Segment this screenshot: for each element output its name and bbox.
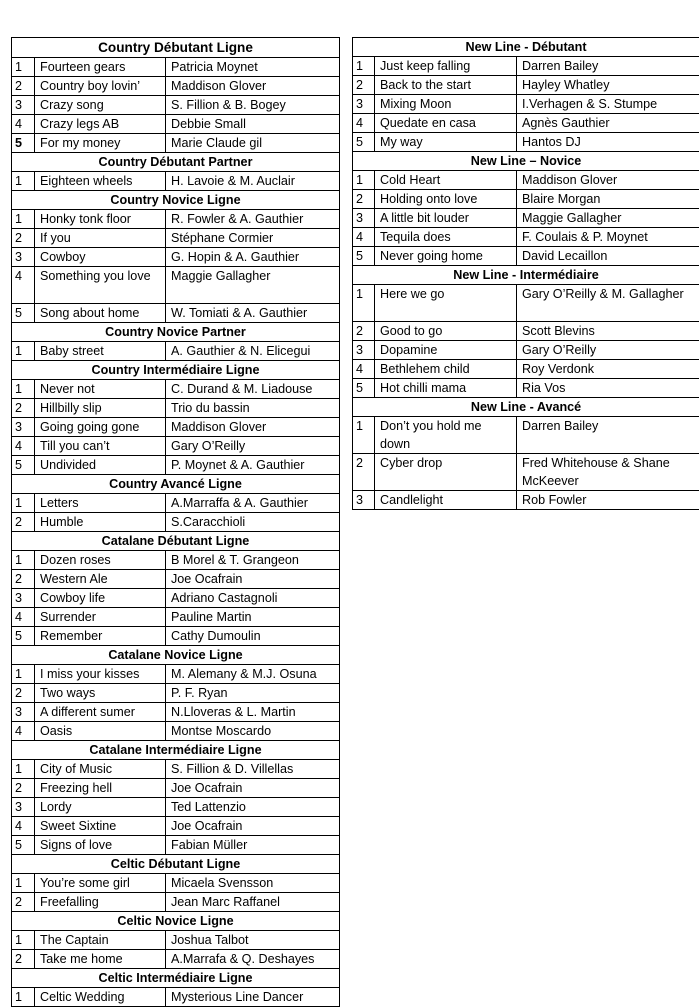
dance-row xyxy=(12,456,340,475)
dance-row xyxy=(353,190,699,209)
left-table-body xyxy=(12,38,340,1007)
rank-number: 1 xyxy=(12,551,35,570)
dance-title: Mixing Moon xyxy=(375,95,517,114)
dance-title: Surrender xyxy=(35,608,166,627)
section-header-row xyxy=(12,532,340,551)
dance-title: Cyber drop xyxy=(375,454,517,491)
rank-number: 5 xyxy=(353,133,375,152)
dance-title: Remember xyxy=(35,627,166,646)
dance-title: Hillbilly slip xyxy=(35,399,166,418)
dance-table-right xyxy=(352,37,699,510)
dance-title: Something you love xyxy=(35,267,166,304)
dance-row xyxy=(353,417,699,454)
dance-title: Candlelight xyxy=(375,491,517,510)
dance-title: Never going home xyxy=(375,247,517,266)
choreographer: I.Verhagen & S. Stumpe xyxy=(517,95,699,114)
dance-row xyxy=(12,380,340,399)
choreographer: Stéphane Cormier xyxy=(166,229,340,248)
choreographer: Rob Fowler xyxy=(517,491,699,510)
dance-title: A different sumer xyxy=(35,703,166,722)
dance-title: Song about home xyxy=(35,304,166,323)
rank-number: 1 xyxy=(353,285,375,322)
rank-number: 2 xyxy=(353,190,375,209)
dance-row xyxy=(12,96,340,115)
dance-row xyxy=(12,893,340,912)
choreographer: Patricia Moynet xyxy=(166,58,340,77)
dance-row xyxy=(12,437,340,456)
section-header-row xyxy=(12,361,340,380)
section-header-row xyxy=(12,912,340,931)
dance-row xyxy=(12,684,340,703)
choreographer: David Lecaillon xyxy=(517,247,699,266)
rank-number: 1 xyxy=(12,342,35,361)
rank-number: 3 xyxy=(353,209,375,228)
rank-number: 1 xyxy=(12,874,35,893)
rank-number: 2 xyxy=(353,454,375,491)
choreographer: Mysterious Line Dancer xyxy=(166,988,340,1007)
section-header-row xyxy=(353,38,699,57)
section-title: New Line - Avancé xyxy=(353,398,699,417)
choreographer: Blaire Morgan xyxy=(517,190,699,209)
choreographer: Trio du bassin xyxy=(166,399,340,418)
rank-number: 2 xyxy=(12,950,35,969)
choreographer: Maggie Gallagher xyxy=(517,209,699,228)
rank-number: 1 xyxy=(12,172,35,191)
choreographer: A.Marrafa & Q. Deshayes xyxy=(166,950,340,969)
section-header-row xyxy=(12,475,340,494)
dance-title: Quedate en casa xyxy=(375,114,517,133)
choreographer: A. Gauthier & N. Elicegui xyxy=(166,342,340,361)
rank-number: 1 xyxy=(12,931,35,950)
dance-row xyxy=(12,342,340,361)
dance-row xyxy=(353,209,699,228)
dance-row xyxy=(353,57,699,76)
choreographer: Joe Ocafrain xyxy=(166,817,340,836)
dance-row xyxy=(12,494,340,513)
dance-row xyxy=(12,722,340,741)
section-title: Catalane Débutant Ligne xyxy=(12,532,340,551)
rank-number: 1 xyxy=(12,210,35,229)
rank-number: 1 xyxy=(12,58,35,77)
rank-number: 1 xyxy=(12,760,35,779)
choreographer: P. F. Ryan xyxy=(166,684,340,703)
rank-number: 5 xyxy=(12,627,35,646)
dance-title: I miss your kisses xyxy=(35,665,166,684)
choreographer: S.Caracchioli xyxy=(166,513,340,532)
section-header-row xyxy=(353,266,699,285)
rank-number: 3 xyxy=(12,96,35,115)
dance-row xyxy=(353,341,699,360)
dance-row xyxy=(353,379,699,398)
rank-number: 1 xyxy=(353,171,375,190)
section-title: Celtic Novice Ligne xyxy=(12,912,340,931)
dance-row xyxy=(12,399,340,418)
dance-title: Country boy lovin’ xyxy=(35,77,166,96)
dance-row xyxy=(353,247,699,266)
section-header-row xyxy=(353,398,699,417)
dance-title: Freezing hell xyxy=(35,779,166,798)
dance-title: Just keep falling xyxy=(375,57,517,76)
section-header-row xyxy=(12,646,340,665)
rank-number: 1 xyxy=(12,494,35,513)
choreographer: Gary O’Reilly xyxy=(517,341,699,360)
rank-number: 2 xyxy=(12,399,35,418)
rank-number: 5 xyxy=(12,836,35,855)
section-header-row xyxy=(12,969,340,988)
dance-title: Signs of love xyxy=(35,836,166,855)
choreographer: Fred Whitehouse & Shane McKeever xyxy=(517,454,699,491)
choreographer: Micaela Svensson xyxy=(166,874,340,893)
dance-row xyxy=(12,513,340,532)
dance-row xyxy=(12,931,340,950)
choreographer: F. Coulais & P. Moynet xyxy=(517,228,699,247)
dance-title: You’re some girl xyxy=(35,874,166,893)
dance-title: Dozen roses xyxy=(35,551,166,570)
dance-row xyxy=(353,133,699,152)
dance-row xyxy=(12,115,340,134)
dance-title: For my money xyxy=(35,134,166,153)
dance-title: Crazy song xyxy=(35,96,166,115)
choreographer: Maddison Glover xyxy=(166,77,340,96)
dance-row xyxy=(353,454,699,491)
choreographer: Maddison Glover xyxy=(166,418,340,437)
section-title: Celtic Débutant Ligne xyxy=(12,855,340,874)
section-title: New Line - Intermédiaire xyxy=(353,266,699,285)
dance-title: Going going gone xyxy=(35,418,166,437)
rank-number: 2 xyxy=(353,322,375,341)
rank-number: 2 xyxy=(12,229,35,248)
dance-row xyxy=(12,210,340,229)
dance-title: Fourteen gears xyxy=(35,58,166,77)
dance-title: City of Music xyxy=(35,760,166,779)
dance-title: Holding onto love xyxy=(375,190,517,209)
section-title: New Line - Débutant xyxy=(353,38,699,57)
dance-row xyxy=(12,798,340,817)
dance-row xyxy=(353,491,699,510)
choreographer: Maggie Gallagher xyxy=(166,267,340,304)
rank-number: 2 xyxy=(12,570,35,589)
rank-number: 4 xyxy=(12,817,35,836)
rank-number: 3 xyxy=(12,418,35,437)
rank-number: 4 xyxy=(12,437,35,456)
dance-row xyxy=(353,114,699,133)
dance-row xyxy=(12,229,340,248)
rank-number: 3 xyxy=(12,248,35,267)
rank-number: 5 xyxy=(12,134,35,153)
dance-title: Tequila does xyxy=(375,228,517,247)
choreographer: S. Fillion & D. Villellas xyxy=(166,760,340,779)
choreographer: Gary O’Reilly & M. Gallagher xyxy=(517,285,699,322)
dance-row xyxy=(12,172,340,191)
rank-number: 1 xyxy=(12,665,35,684)
dance-row xyxy=(12,665,340,684)
choreographer: Scott Blevins xyxy=(517,322,699,341)
dance-title: Back to the start xyxy=(375,76,517,95)
rank-number: 3 xyxy=(353,491,375,510)
dance-title: Don’t you hold me down xyxy=(375,417,517,454)
dance-row xyxy=(12,874,340,893)
section-title: Country Débutant Ligne xyxy=(12,38,340,58)
choreographer: M. Alemany & M.J. Osuna xyxy=(166,665,340,684)
section-title: Country Intermédiaire Ligne xyxy=(12,361,340,380)
dance-row xyxy=(12,836,340,855)
dance-title: Cowboy xyxy=(35,248,166,267)
dance-title: Two ways xyxy=(35,684,166,703)
dance-title: A little bit louder xyxy=(375,209,517,228)
dance-row xyxy=(353,95,699,114)
rank-number: 2 xyxy=(12,77,35,96)
rank-number: 1 xyxy=(12,988,35,1007)
dance-title: Eighteen wheels xyxy=(35,172,166,191)
choreographer: Darren Bailey xyxy=(517,417,699,454)
rank-number: 4 xyxy=(12,722,35,741)
section-title: New Line – Novice xyxy=(353,152,699,171)
dance-row xyxy=(12,627,340,646)
rank-number: 2 xyxy=(353,76,375,95)
dance-row xyxy=(12,589,340,608)
section-title: Country Novice Partner xyxy=(12,323,340,342)
choreographer: Montse Moscardo xyxy=(166,722,340,741)
section-title: Country Novice Ligne xyxy=(12,191,340,210)
dance-row xyxy=(12,703,340,722)
dance-row xyxy=(12,779,340,798)
dance-title: Celtic Wedding xyxy=(35,988,166,1007)
choreographer: B Morel & T. Grangeon xyxy=(166,551,340,570)
dance-row xyxy=(12,551,340,570)
dance-title: Humble xyxy=(35,513,166,532)
rank-number: 3 xyxy=(353,95,375,114)
rank-number: 2 xyxy=(12,513,35,532)
dance-title: Here we go xyxy=(375,285,517,322)
dance-title: Western Ale xyxy=(35,570,166,589)
dance-title: The Captain xyxy=(35,931,166,950)
choreographer: A.Marraffa & A. Gauthier xyxy=(166,494,340,513)
section-title: Celtic Intermédiaire Ligne xyxy=(12,969,340,988)
dance-title: Freefalling xyxy=(35,893,166,912)
section-header-row xyxy=(12,191,340,210)
dance-title: Undivided xyxy=(35,456,166,475)
choreographer: R. Fowler & A. Gauthier xyxy=(166,210,340,229)
dance-row xyxy=(12,950,340,969)
dance-table-left xyxy=(11,37,340,1007)
choreographer: H. Lavoie & M. Auclair xyxy=(166,172,340,191)
choreographer: Cathy Dumoulin xyxy=(166,627,340,646)
dance-row xyxy=(12,418,340,437)
choreographer: Maddison Glover xyxy=(517,171,699,190)
choreographer: Hayley Whatley xyxy=(517,76,699,95)
dance-title: If you xyxy=(35,229,166,248)
choreographer: Fabian Müller xyxy=(166,836,340,855)
choreographer: Roy Verdonk xyxy=(517,360,699,379)
choreographer: Joe Ocafrain xyxy=(166,779,340,798)
rank-number: 1 xyxy=(12,380,35,399)
dance-row xyxy=(12,267,340,304)
choreographer: W. Tomiati & A. Gauthier xyxy=(166,304,340,323)
dance-row xyxy=(12,58,340,77)
rank-number: 2 xyxy=(12,893,35,912)
rank-number: 2 xyxy=(12,779,35,798)
dance-title: Take me home xyxy=(35,950,166,969)
rank-number: 4 xyxy=(12,608,35,627)
rank-number: 4 xyxy=(12,115,35,134)
rank-number: 1 xyxy=(353,417,375,454)
section-header-row xyxy=(12,38,340,58)
dance-title: My way xyxy=(375,133,517,152)
dance-title: Honky tonk floor xyxy=(35,210,166,229)
choreographer: S. Fillion & B. Bogey xyxy=(166,96,340,115)
dance-row xyxy=(353,76,699,95)
dance-title: Till you can’t xyxy=(35,437,166,456)
section-title: Catalane Intermédiaire Ligne xyxy=(12,741,340,760)
choreographer: N.Lloveras & L. Martin xyxy=(166,703,340,722)
rank-number: 3 xyxy=(12,589,35,608)
dance-title: Hot chilli mama xyxy=(375,379,517,398)
section-header-row xyxy=(12,323,340,342)
dance-title: Crazy legs AB xyxy=(35,115,166,134)
dance-title: Cold Heart xyxy=(375,171,517,190)
rank-number: 3 xyxy=(353,341,375,360)
choreographer: Marie Claude gil xyxy=(166,134,340,153)
dance-row xyxy=(12,817,340,836)
section-title: Country Avancé Ligne xyxy=(12,475,340,494)
rank-number: 4 xyxy=(353,360,375,379)
rank-number: 4 xyxy=(353,114,375,133)
right-table-body xyxy=(353,38,699,510)
choreographer: Ria Vos xyxy=(517,379,699,398)
section-header-row xyxy=(12,855,340,874)
dance-row xyxy=(12,134,340,153)
choreographer: Joshua Talbot xyxy=(166,931,340,950)
choreographer: Adriano Castagnoli xyxy=(166,589,340,608)
section-title: Catalane Novice Ligne xyxy=(12,646,340,665)
section-header-row xyxy=(353,152,699,171)
rank-number: 4 xyxy=(12,267,35,304)
dance-title: Cowboy life xyxy=(35,589,166,608)
dance-title: Lordy xyxy=(35,798,166,817)
dance-row xyxy=(353,322,699,341)
dance-row xyxy=(12,608,340,627)
rank-number: 4 xyxy=(353,228,375,247)
dance-title: Good to go xyxy=(375,322,517,341)
choreographer: P. Moynet & A. Gauthier xyxy=(166,456,340,475)
section-header-row xyxy=(12,741,340,760)
dance-row xyxy=(353,360,699,379)
choreographer: Hantos DJ xyxy=(517,133,699,152)
rank-number: 5 xyxy=(353,247,375,266)
choreographer: C. Durand & M. Liadouse xyxy=(166,380,340,399)
choreographer: Gary O’Reilly xyxy=(166,437,340,456)
dance-row xyxy=(12,248,340,267)
choreographer: Pauline Martin xyxy=(166,608,340,627)
dance-row xyxy=(12,988,340,1007)
choreographer: Joe Ocafrain xyxy=(166,570,340,589)
dance-title: Dopamine xyxy=(375,341,517,360)
choreographer: Ted Lattenzio xyxy=(166,798,340,817)
section-title: Country Débutant Partner xyxy=(12,153,340,172)
rank-number: 5 xyxy=(353,379,375,398)
rank-number: 1 xyxy=(353,57,375,76)
dance-title: Oasis xyxy=(35,722,166,741)
dance-row xyxy=(353,171,699,190)
choreographer: Darren Bailey xyxy=(517,57,699,76)
dance-row xyxy=(12,760,340,779)
dance-row xyxy=(353,285,699,322)
rank-number: 3 xyxy=(12,703,35,722)
dance-row xyxy=(12,304,340,323)
rank-number: 3 xyxy=(12,798,35,817)
section-header-row xyxy=(12,153,340,172)
choreographer: Debbie Small xyxy=(166,115,340,134)
rank-number: 5 xyxy=(12,456,35,475)
dance-title: Bethlehem child xyxy=(375,360,517,379)
dance-row xyxy=(12,77,340,96)
rank-number: 2 xyxy=(12,684,35,703)
dance-row xyxy=(353,228,699,247)
choreographer: Agnès Gauthier xyxy=(517,114,699,133)
dance-row xyxy=(12,570,340,589)
dance-title: Letters xyxy=(35,494,166,513)
dance-title: Sweet Sixtine xyxy=(35,817,166,836)
choreographer: G. Hopin & A. Gauthier xyxy=(166,248,340,267)
dance-title: Never not xyxy=(35,380,166,399)
rank-number: 5 xyxy=(12,304,35,323)
choreographer: Jean Marc Raffanel xyxy=(166,893,340,912)
dance-title: Baby street xyxy=(35,342,166,361)
